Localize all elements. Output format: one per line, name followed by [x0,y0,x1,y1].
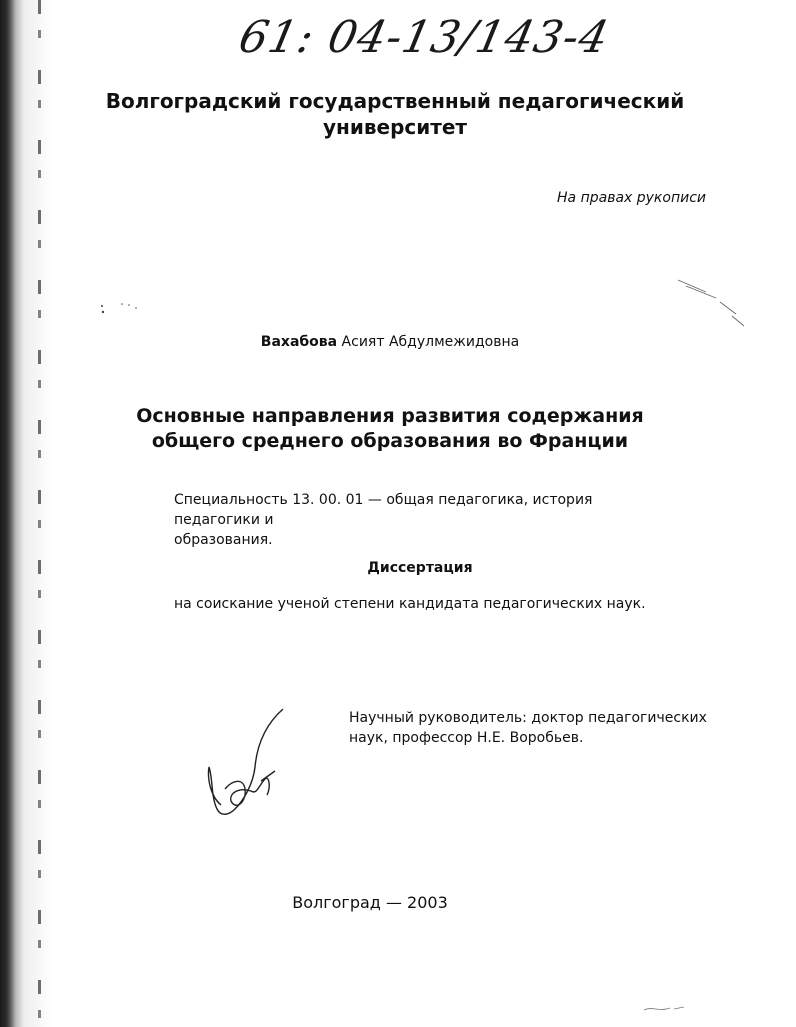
author-name [150,334,630,350]
dissertation-title-line-2: общего среднего образования во Франции [151,430,629,452]
signature-handwritten [195,705,295,825]
degree-line: на соискание ученой степени кандидата педагогических наук. [174,596,646,612]
scan-edge-strip [38,0,41,1027]
university-name-line-2: университет [322,115,468,139]
scan-artifact-bottom [640,1000,690,1016]
document-type: Диссертация [367,560,473,576]
dissertation-title [120,404,660,454]
specialty-line-2: образования. [174,532,273,548]
manuscript-rights-note: На правах рукописи [557,190,706,206]
scientific-supervisor [349,708,709,748]
university-name [100,88,690,140]
author-given-names: Асият Абдулмежидовна [341,334,520,350]
dissertation-title-line-1: Основные направления развития содержания [136,405,644,427]
author-surname: Вахабова [260,334,338,350]
archive-code-handwritten: 61: 04-13/143-4 [234,12,614,63]
scan-binding-edge [0,0,52,1027]
university-name-line-1: Волгоградский государственный педагогический [105,89,685,113]
supervisor-line-1: Научный руководитель: доктор педагогических [349,710,707,726]
scan-specks [96,296,156,320]
specialty-code [174,490,674,550]
pencil-mark [676,276,746,330]
supervisor-line-2: наук, профессор Н.Е. Воробьев. [349,730,584,746]
city-and-year: Волгоград — 2003 [292,893,448,912]
specialty-line-1: Специальность 13. 00. 01 — общая педагогика, история педагогики и [174,492,593,528]
